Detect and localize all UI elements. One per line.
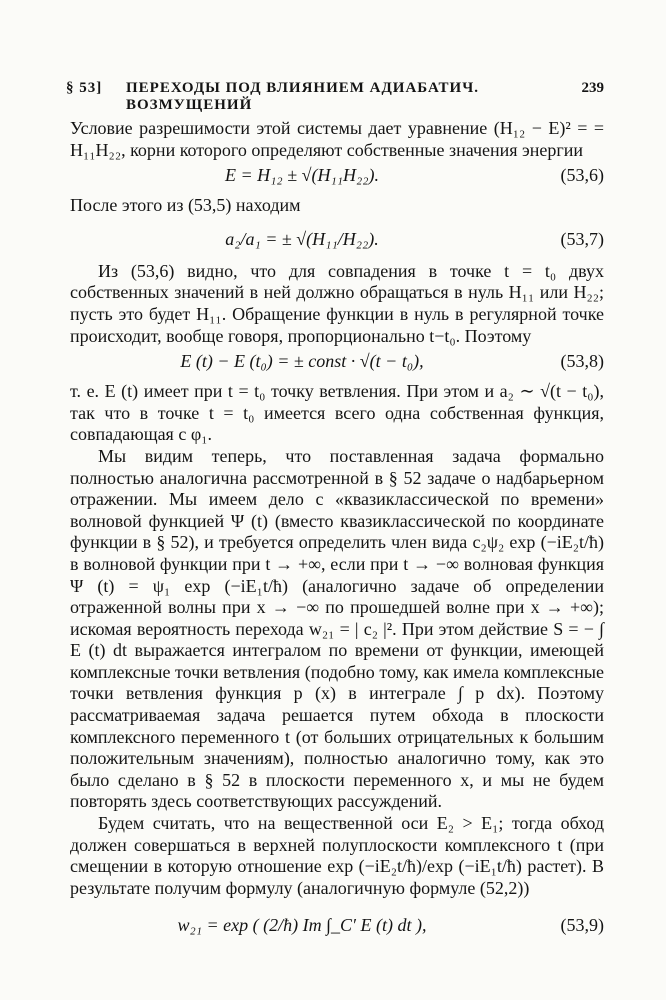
paragraph: Из (53,6) видно, что для совпадения в точке t = t₀ двух собственных значений в ней должно обращаться в нуль H₁₁ или H₂₂; пусть это будет H₁₁. Обращение функции в нуль в регулярной точке происходит, вообще говоря, пропорционально t−t₀. Поэтому — [70, 260, 604, 346]
equation-formula: E (t) − E (t₀) = ± const · √(t − t₀), — [180, 351, 424, 372]
equation-formula: E = H₁₂ ± √(H₁₁H₂₂). — [225, 165, 379, 186]
equation-53-8 — [70, 347, 604, 381]
running-header — [66, 80, 604, 113]
equation-number: (53,7) — [560, 228, 604, 249]
equation-formula: a₂/a₁ = ± √(H₁₁/H₂₂). — [225, 228, 379, 249]
equation-number: (53,6) — [560, 165, 604, 186]
equation-53-6 — [70, 161, 604, 195]
paragraph: Мы видим теперь, что поставленная задача формально полностью аналогична рассмотренной в § 52 задаче о надбарьерном отражении. Мы имеем дело с «квазиклассической по времени» волновой функцией Ψ (t) (вместо квазиклассической по координате функции в § 52), и требуется определить член вида c₂ψ₂ exp (−iE₂t/ħ) в волновой функции при t → +∞, если при t → −∞ волновая функция Ψ (t) = ψ₁ exp (−iE₁t/ħ) (аналогично задаче об определении отраженной волны при x → −∞ по прошедшей волне при x → +∞); искомая вероятность перехода w₂₁ = | c₂ |². При этом действие S = − ∫ E (t) dt выражается интегралом по времени от функции, имеющей комплексные точки ветвления (подобно тому, как имела комплексные точки ветвления функция p (x) в интеграле ∫ p dx). Поэтому рассматриваемая задача решается путем обхода в плоскости комплексного переменного t (от больших отрицательных к большим положительным значениям), полностью аналогично тому, как это было сделано в § 52 в плоскости переменного x, и мы не будем повторять здесь соответствующих рассуждений. — [70, 445, 604, 812]
equation-formula: w₂₁ = exp ( (2/ħ) Im ∫_C′ E (t) dt ), — [177, 915, 427, 936]
equation-53-9 — [70, 899, 604, 955]
paragraph: т. е. E (t) имеет при t = t₀ точку ветвления. При этом и a₂ ∼ √(t − t₀), так что в точке t = t₀ имеется всего одна собственная функция, совпадающая с φ₁. — [70, 381, 604, 445]
page-number: 239 — [581, 80, 604, 96]
page-body — [70, 118, 604, 955]
paragraph: Будем считать, что на вещественной оси E₂ > E₁; тогда обход должен совершаться в верхней полуплоскости комплексного t (при смещении в которую отношение exp (−iE₂t/ħ)/exp (−iE₁t/ħ) растет). В результате получим формулу (аналогичную формуле (52,2)) — [70, 813, 604, 898]
paragraph: Условие разрешимости этой системы дает уравнение (H₁₂ − E)² = = H₁₁H₂₂, корни которого определяют собственные значения энергии — [70, 118, 604, 160]
equation-number: (53,8) — [560, 351, 604, 372]
paragraph: После этого из (53,5) находим — [70, 195, 301, 216]
chapter-title: ПЕРЕХОДЫ ПОД ВЛИЯНИЕМ АДИАБАТИЧ. ВОЗМУЩЕНИЙ — [126, 80, 479, 113]
section-ref: § 53] — [66, 80, 103, 96]
equation-53-7 — [70, 217, 604, 261]
equation-number: (53,9) — [560, 915, 604, 936]
